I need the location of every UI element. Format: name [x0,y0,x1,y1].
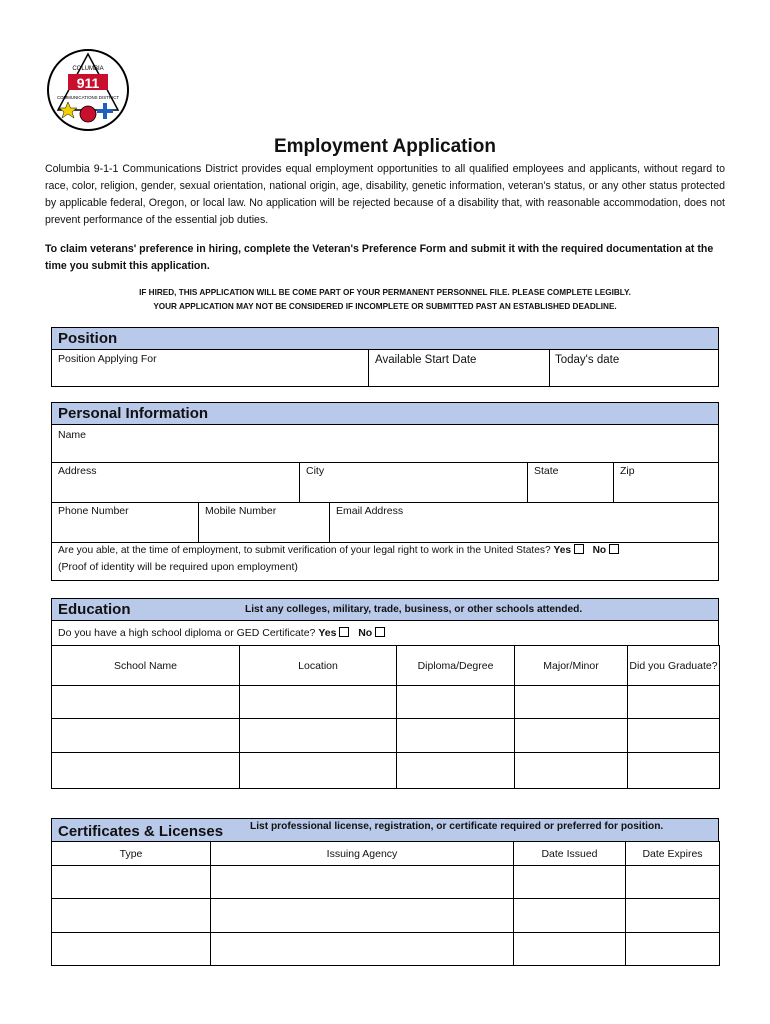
proof-of-identity-note: (Proof of identity will be required upon employment) [58,561,298,573]
work-no-checkbox[interactable] [609,544,619,554]
col-date-issued: Date Issued [514,842,626,866]
diploma-question: Do you have a high school diploma or GED Certificate? [58,627,316,639]
available-start-date-field[interactable]: Available Start Date [375,354,477,366]
table-cell[interactable] [515,719,628,753]
table-cell[interactable] [514,933,626,966]
position-section-title: Position [58,330,118,347]
table-cell[interactable] [514,899,626,933]
eeo-statement: Columbia 9-1-1 Communications District provides equal employment opportunities to all qualified employees and applicants, without regard to race, color, religion, gender, sexual orientation, national origin, age, disability, genetic information, veteran's status, or any other status protected by applicable federal, Oregon, or local law. No application will be rejected because of a disability that, with reasonable accommodation, does not prevent performance of the essential job duties. [45,163,725,226]
logo-top-text: COLUMBIA [72,66,104,72]
personal-section-title: Personal Information [58,405,209,422]
table-cell[interactable] [52,866,211,899]
col-school-name: School Name [52,646,240,686]
col-type: Type [52,842,211,866]
table-row [52,719,720,753]
table-cell[interactable] [515,686,628,719]
state-field[interactable]: State [534,465,559,477]
table-cell[interactable] [52,719,240,753]
personal-section-header [51,402,719,425]
col-location: Location [240,646,397,686]
table-cell[interactable] [211,899,514,933]
work-eligibility-question: Are you able, at the time of employment, to submit verification of your legal right to work in the United States? [58,545,551,556]
diploma-question-wrap [58,627,385,639]
hired-note-line1: IF HIRED, THIS APPLICATION WILL BE COME PART OF YOUR PERMANENT PERSONNEL FILE. PLEASE COMPLETE LEGIBLY. [139,288,631,297]
veteran-preference-note: To claim veterans' preference in hiring, complete the Veteran's Preference Form and submit it with the required documentation at the time you submit this application. [45,243,714,272]
table-cell[interactable] [626,933,720,966]
col-issuing-agency: Issuing Agency [211,842,514,866]
mobile-number-field[interactable]: Mobile Number [205,505,277,517]
education-section-title: Education [58,601,131,618]
table-cell[interactable] [397,719,515,753]
address-field[interactable]: Address [58,465,97,477]
table-row [52,933,720,966]
education-section-header [51,598,719,621]
table-cell[interactable] [52,933,211,966]
col-diploma-degree: Diploma/Degree [397,646,515,686]
table-cell[interactable] [626,899,720,933]
position-applying-for-field[interactable]: Position Applying For [58,353,157,365]
diploma-no-checkbox[interactable] [375,627,385,637]
page-title: Employment Application [273,136,497,157]
table-cell[interactable] [211,933,514,966]
table-cell[interactable] [515,753,628,789]
table-row [52,753,720,789]
district-logo [46,48,130,132]
logo-bottom-text: COMMUNICATIONS DISTRICT [56,95,120,100]
work-yes-label: Yes [553,545,572,556]
table-cell[interactable] [628,719,720,753]
work-no-label: No [592,545,607,556]
table-row [52,899,720,933]
education-section-note: List any colleges, military, trade, business, or other schools attended. [245,604,583,615]
col-did-you-graduate: Did you Graduate? [628,646,720,686]
table-cell[interactable] [240,753,397,789]
table-cell[interactable] [514,866,626,899]
table-cell[interactable] [626,866,720,899]
diploma-yes-checkbox[interactable] [339,627,349,637]
table-cell[interactable] [240,686,397,719]
name-field[interactable]: Name [58,429,87,441]
zip-field[interactable]: Zip [620,465,635,477]
diploma-yes-label: Yes [318,627,337,639]
hired-note-line2: YOUR APPLICATION MAY NOT BE CONSIDERED IF INCOMPLETE OR SUBMITTED PAST AN ESTABLISHED DEADLINE. [153,302,617,311]
table-cell[interactable] [397,686,515,719]
certificates-section-header [51,818,719,842]
certificates-section-note: List professional license, registration, or certificate required or preferred for position. [250,821,664,832]
certificates-header-row [52,842,720,866]
education-table [51,645,720,789]
table-cell[interactable] [52,899,211,933]
table-row [52,866,720,899]
personal-info-box [51,424,719,581]
table-row [52,686,720,719]
table-cell[interactable] [240,719,397,753]
work-yes-checkbox[interactable] [574,544,584,554]
logo-number-text: 911 [76,75,100,91]
todays-date-field[interactable]: Today's date [555,354,620,366]
position-section-header [51,327,719,350]
col-date-expires: Date Expires [626,842,720,866]
table-cell[interactable] [628,686,720,719]
table-cell[interactable] [52,753,240,789]
certificates-table [51,841,720,966]
table-cell[interactable] [628,753,720,789]
table-cell[interactable] [52,686,240,719]
email-address-field[interactable]: Email Address [336,505,404,517]
phone-number-field[interactable]: Phone Number [58,505,129,517]
col-major-minor: Major/Minor [515,646,628,686]
position-row [51,349,719,387]
table-cell[interactable] [211,866,514,899]
certificates-section-title: Certificates & Licenses [58,823,224,840]
table-cell[interactable] [397,753,515,789]
city-field[interactable]: City [306,465,325,477]
education-header-row [52,646,720,686]
diploma-question-row [51,620,719,646]
work-eligibility-row [58,544,714,556]
diploma-no-label: No [358,627,373,639]
